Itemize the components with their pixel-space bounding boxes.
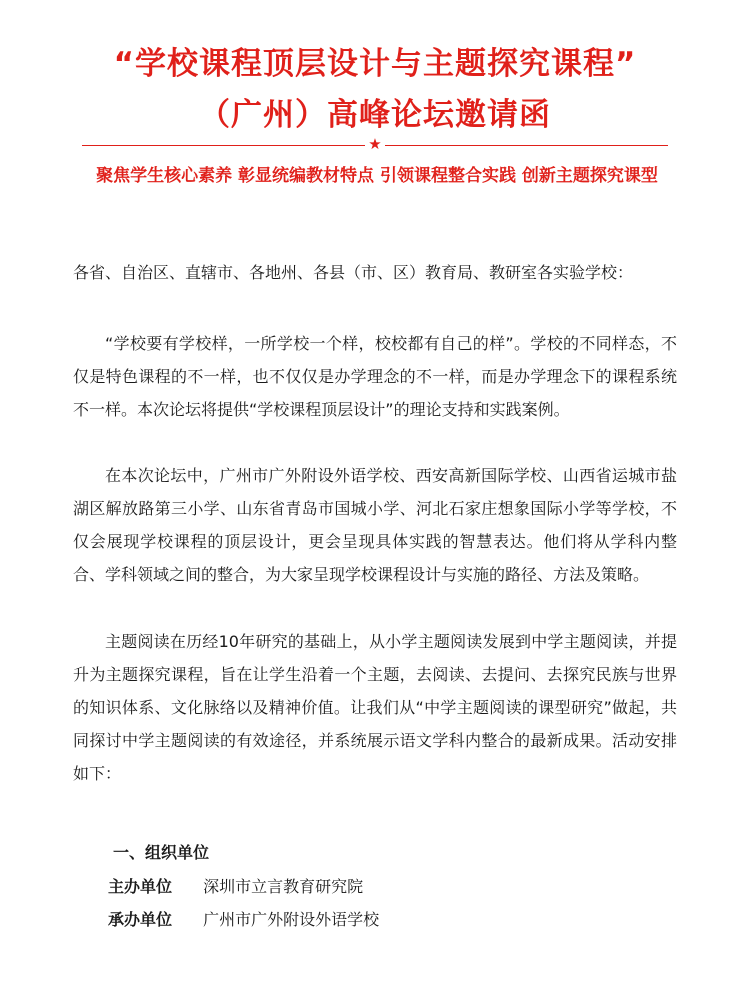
- subtitle: 聚焦学生核心素养 彰显统编教材特点 引领课程整合实践 创新主题探究课型: [96, 166, 658, 186]
- section-heading-organizers: 一、组织单位: [113, 843, 210, 862]
- organizer-label: 主办单位: [108, 877, 173, 896]
- organizer-value: 广州市广外附设外语学校: [203, 910, 380, 929]
- salutation: 各省、自治区、直辖市、各地州、各县（市、区）教育局、教研室各实验学校：: [73, 263, 634, 282]
- paragraph-2: 在本次论坛中，广州市广外附设外语学校、西安高新国际学校、山西省运城市盐湖区解放路第三小学、山东省青岛市国城小学、河北石家庄想象国际小学等学校，不仅会展现学校课程的顶层设计，更会呈现具体实践的智慧表达。他们将从学科内整合、学科领域之间的整合，为大家呈现学校课程设计与实施的路径、方法及策略。: [73, 466, 677, 584]
- paragraph-3: 主题阅读在历经10年研究的基础上，从小学主题阅读发展到中学主题阅读，并提升为主题探究课程，旨在让学生沿着一个主题，去阅读、去提问、去探究民族与世界的知识体系、文化脉络以及精神价值。让我们从“中学主题阅读的课型研究”做起，共同探讨中学主题阅读的有效途径，并系统展示语文学科内整合的最新成果。活动安排如下：: [73, 632, 677, 783]
- organizer-value: 深圳市立言教育研究院: [203, 877, 364, 896]
- page-title-line2: （广州）高峰论坛邀请函: [199, 97, 551, 133]
- organizer-label: 承办单位: [108, 910, 173, 929]
- paragraph-1: “学校要有学校样，一所学校一个样，校校都有自己的样”。学校的不同样态，不仅是特色课程的不一样，也不仅仅是办学理念的不一样，而是办学理念下的课程系统不一样。本次论坛将提供“学校课程顶层设计”的理论支持和实践案例。: [73, 334, 677, 419]
- star-icon: ★: [365, 134, 385, 154]
- organizer-row-undertaker: [108, 907, 379, 933]
- organizer-row-host: [108, 874, 363, 900]
- page-title-line1: “学校课程顶层设计与主题探究课程”: [113, 46, 637, 82]
